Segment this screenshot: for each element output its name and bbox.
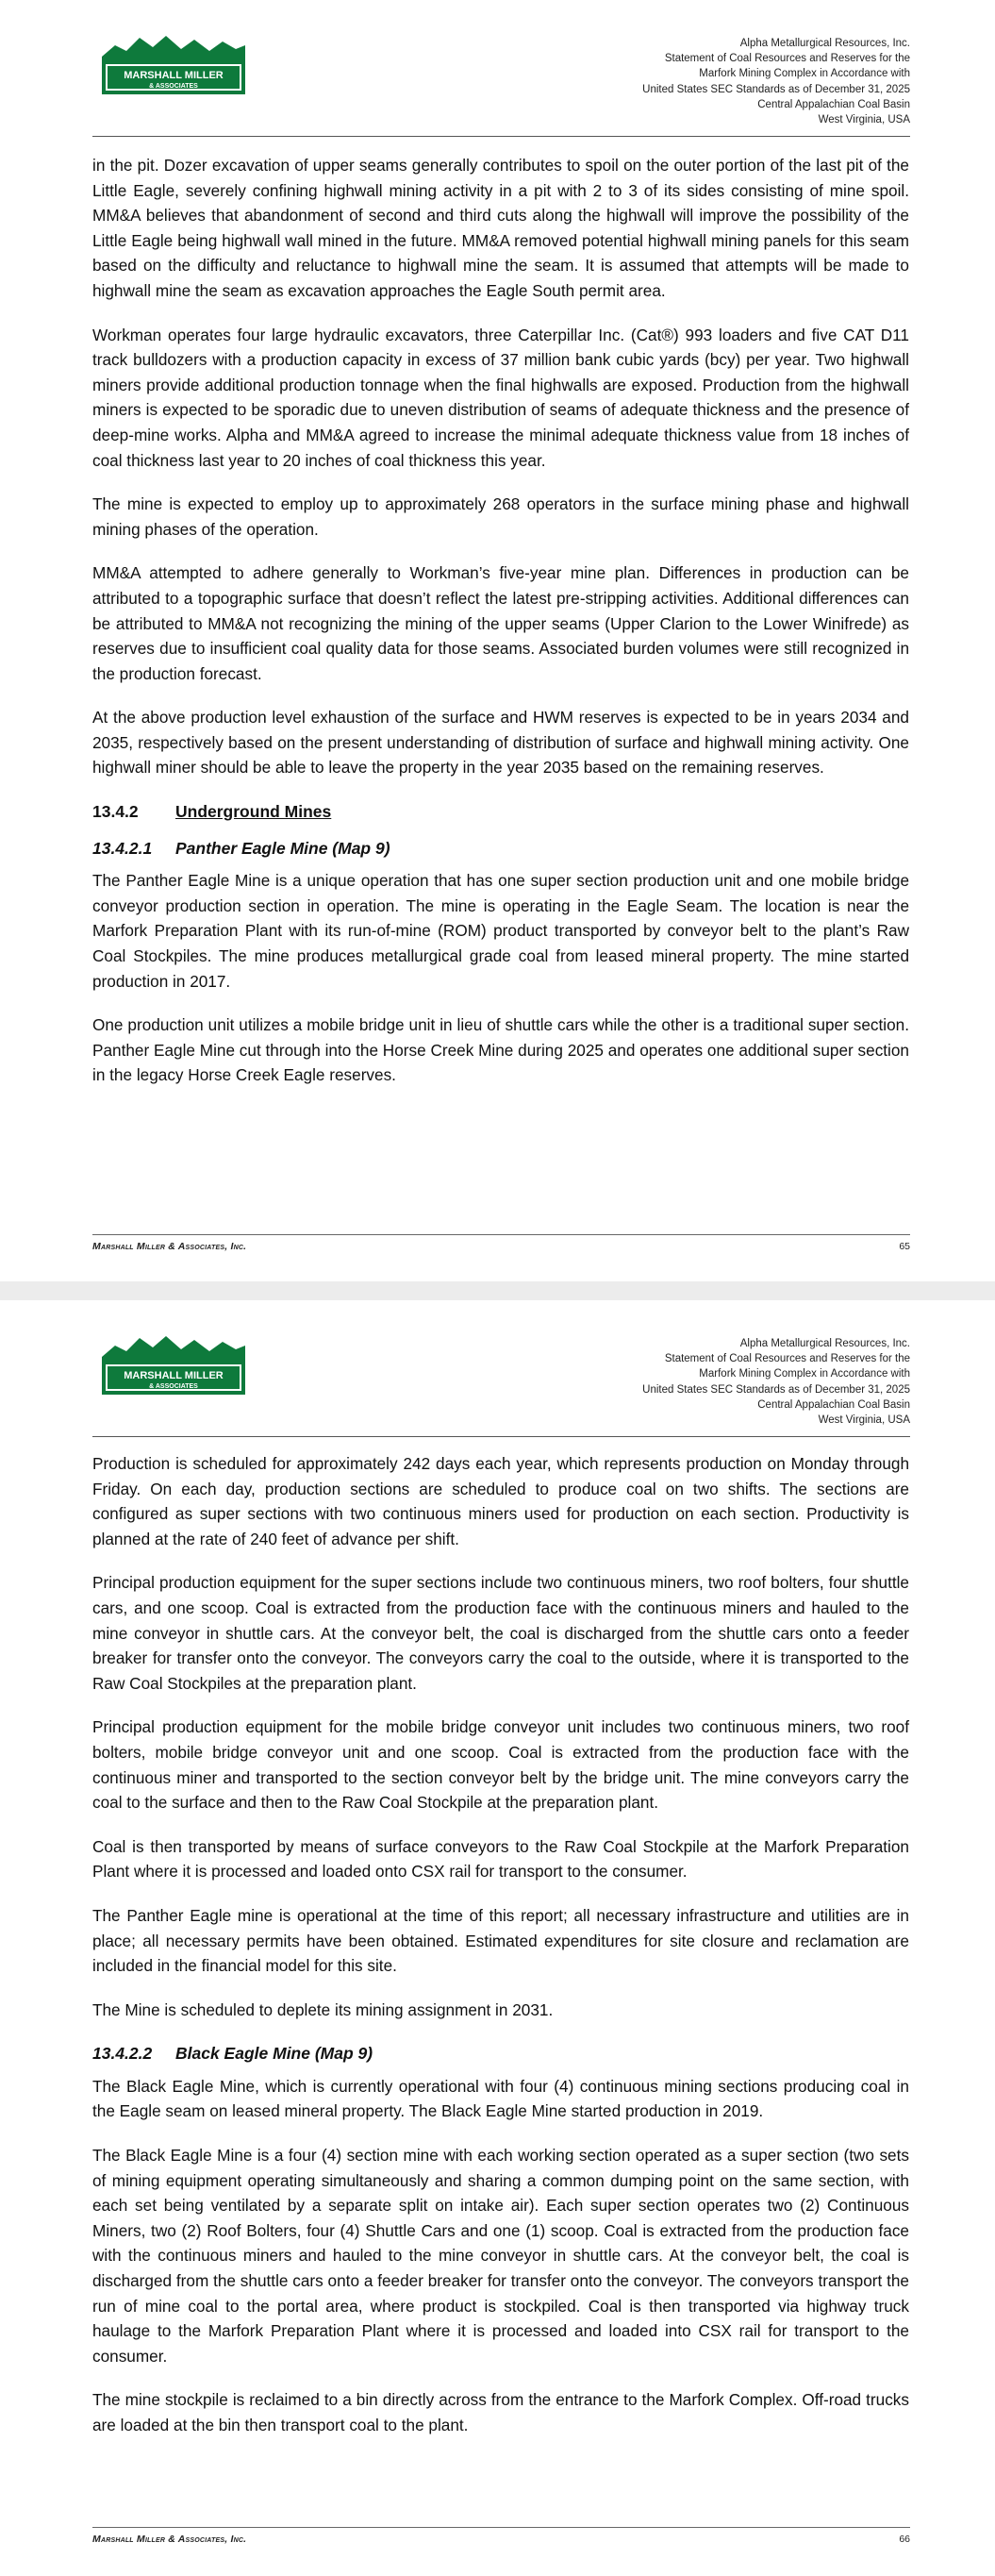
paragraph: One production unit utilizes a mobile bridge unit in lieu of shuttle cars while the other is a traditional super section. Panther Eagle Mine cut through into the Horse Creek Mine during 2025 and operates one additional super section in the legacy Horse Creek Eagle reserves. (92, 1015, 909, 1085)
paragraph: Principal production equipment for the mobile bridge conveyor unit includes two continuous miners, two roof bolters, mobile bridge conveyor unit and one scoop. Coal is extracted from the production face with the continuous miner and transported to the section conveyor belt by the bridge unit. The mine conveyors carry the coal to the surface and then to the Raw Coal Stockpile at the preparation plant. (92, 1717, 909, 1813)
svg-text:& ASSOCIATES: & ASSOCIATES (149, 83, 198, 90)
header-line: United States SEC Standards as of December 31, 2025 (642, 83, 910, 95)
paragraph: Production is scheduled for approximately 242 days each year, which represents production on Monday through Friday. On each day, production sections are scheduled to produce coal on two shifts. The sections are configured as super sections with two continuous miners used for production on each section. Productivity is planned at the rate of 240 feet of advance per shift. (92, 1454, 909, 1548)
header-line: Statement of Coal Resources and Reserves for the (664, 53, 910, 65)
section-heading (92, 799, 909, 825)
header-line: United States SEC Standards as of December 31, 2025 (642, 1383, 910, 1396)
page-footer (92, 1241, 910, 1252)
heading-title: Black Eagle Mine (Map 9) (175, 2044, 373, 2064)
page-body (92, 1451, 909, 2457)
footer-company: Marshall Miller & Associates, Inc. (92, 2534, 247, 2545)
page-body (92, 153, 909, 1107)
page-header (0, 1300, 995, 1442)
page-footer (92, 2534, 910, 2545)
header-line: West Virginia, USA (818, 1414, 910, 1427)
header-company: Alpha Metallurgical Resources, Inc. (739, 1338, 910, 1349)
page-number: 66 (899, 2534, 910, 2545)
header-line: Marfork Mining Complex in Accordance with (699, 1368, 910, 1380)
paragraph: Principal production equipment for the super sections include two continuous miners, two roof bolters, four shuttle cars, and one scoop. Coal is extracted from the production face with the continuous miners and hauled to the mine conveyor in shuttle cars. At the conveyor belt, the coal is discharged from the shuttle cars onto a feeder breaker for transfer onto the conveyor. The conveyors carry the coal to the outside, where it is transported to the Raw Coal Stockpiles at the preparation plant. (92, 1573, 909, 1693)
paragraph: The Panther Eagle mine is operational at the time of this report; all necessary infrastructure and utilities are in place; all necessary permits have been obtained. Estimated expenditures for site closure and reclamation are included in the financial model for this site. (92, 1905, 909, 1976)
paragraph: MM&A attempted to adhere generally to Workman’s five-year mine plan. Differences in production can be attributed to a topographic surface that doesn’t reflect the latest pre-stripping activities. Additional differences can be attributed to MM&A not recognizing the mining of the upper seams (Upper Clarion to the Lower Winifrede) as reserves due to insufficient coal quality data for those seams. Associated burden volumes were still recognized in the production forecast. (92, 563, 909, 683)
paragraph: The mine stockpile is reclaimed to a bin directly across from the entrance to the Marfork Complex. Off-road trucks are loaded at the bin then transport coal to the plant. (92, 2390, 909, 2434)
header-company: Alpha Metallurgical Resources, Inc. (739, 38, 910, 49)
header-divider (92, 1436, 910, 1437)
header-line: Statement of Coal Resources and Reserves for the (664, 1353, 910, 1365)
subsection-heading (92, 2041, 909, 2066)
paragraph: Coal is then transported by means of surface conveyors to the Raw Coal Stockpile at the Marfork Preparation Plant where it is processed and loaded onto CSX rail for transport to the consumer. (92, 1836, 909, 1882)
document-page (0, 0, 995, 1281)
paragraph: The mine is expected to employ up to approximately 268 operators in the surface mining phase and highwall mining phases of the operation. (92, 494, 909, 539)
footer-divider (92, 1234, 910, 1235)
heading-title: Underground Mines (175, 802, 332, 822)
document-page (0, 1300, 995, 2576)
svg-text:MARSHALL MILLER: MARSHALL MILLER (124, 70, 224, 81)
svg-text:MARSHALL MILLER: MARSHALL MILLER (124, 1370, 224, 1381)
header-line: West Virginia, USA (818, 114, 910, 126)
heading-number: 13.4.2 (92, 802, 139, 822)
page-header (0, 0, 995, 142)
page-number: 65 (899, 1241, 910, 1252)
heading-title: Panther Eagle Mine (Map 9) (175, 838, 390, 858)
report-header-text (514, 36, 910, 127)
header-divider (92, 136, 910, 137)
paragraph: The Mine is scheduled to deplete its mining assignment in 2031. (92, 1999, 554, 2019)
subsection-heading (92, 836, 909, 861)
header-line: Central Appalachian Coal Basin (757, 1398, 910, 1411)
footer-company: Marshall Miller & Associates, Inc. (92, 1241, 247, 1252)
paragraph: The Black Eagle Mine, which is currently operational with four (4) continuous mining sections producing coal in the Eagle seam on leased mineral property. The Black Eagle Mine started production in 2019. (92, 2076, 909, 2121)
paragraph: At the above production level exhaustion of the surface and HWM reserves is expected to be in years 2034 and 2035, respectively based on the present understanding of distribution of surface and highwall mining activity. One highwall miner should be able to leave the property in the year 2035 based on the remaining reserves. (92, 708, 909, 778)
paragraph: Workman operates four large hydraulic excavators, three Caterpillar Inc. (Cat®) 993 loaders and five CAT D11 track bulldozers with a production capacity in excess of 37 million bank cubic yards (bcy) per year. Two highwall miners provide additional production tonnage when the final highwalls are exposed. Production from the highwall miners is expected to be sporadic due to uneven distribution of seams of adequate thickness and the presence of deep-mine works. Alpha and MM&A agreed to increase the minimal adequate thickness value from 18 inches of coal thickness last year to 20 inches of coal thickness this year. (92, 325, 909, 470)
header-line: Marfork Mining Complex in Accordance with (699, 68, 910, 80)
heading-number: 13.4.2.2 (92, 2044, 153, 2064)
svg-text:& ASSOCIATES: & ASSOCIATES (149, 1383, 198, 1390)
header-line: Central Appalachian Coal Basin (757, 98, 910, 110)
heading-number: 13.4.2.1 (92, 838, 153, 858)
paragraph: The Panther Eagle Mine is a unique operation that has one super section production unit and one mobile bridge conveyor production section in operation. The mine is operating in the Eagle Seam. The location is near the Marfork Preparation Plant with its run-of-mine (ROM) product transported by conveyor belt to the plant’s Raw Coal Stockpiles. The mine produces metallurgical grade coal from leased mineral property. The mine started production in 2017. (92, 871, 909, 991)
paragraph: The Black Eagle Mine is a four (4) section mine with each working section operated as a super section (two sets of mining equipment operating simultaneously and sharing a common dumping point on the same section, with each set being ventilated by a separate split on intake air). Each super section operates two (2) Continuous Miners, two (2) Roof Bolters, four (4) Shuttle Cars and one (1) scoop. Coal is extracted from the production face with the continuous miners and hauled to the mine conveyor in shuttle cars. At the conveyor belt, the coal is discharged from the shuttle cars onto a feeder breaker for transfer onto the conveyor. The conveyors transport the run of mine coal to the portal area, where product is stockpiled. Coal is then transported via highway truck haulage to the Marfork Preparation Plant where it is processed and loaded into CSX rail for transport to the consumer. (92, 2146, 909, 2366)
report-header-text (514, 1336, 910, 1428)
footer-divider (92, 2527, 910, 2528)
paragraph: in the pit. Dozer excavation of upper seams generally contributes to spoil on the outer portion of the last pit of the Little Eagle, severely confining highwall mining activity in a pit with 2 to 3 of its sides consisting of mine spoil. MM&A believes that abandonment of second and third cuts along the highwall will improve the possibility of the Little Eagle being highwall wall mined in the future. MM&A removed potential highwall mining panels for this seam based on the difficulty and reluctance to highwall mine the seam. It is assumed that attempts will be made to highwall mine the seam as excavation approaches the Eagle South permit area. (92, 156, 909, 300)
company-logo (98, 1329, 249, 1398)
company-logo (98, 28, 249, 98)
